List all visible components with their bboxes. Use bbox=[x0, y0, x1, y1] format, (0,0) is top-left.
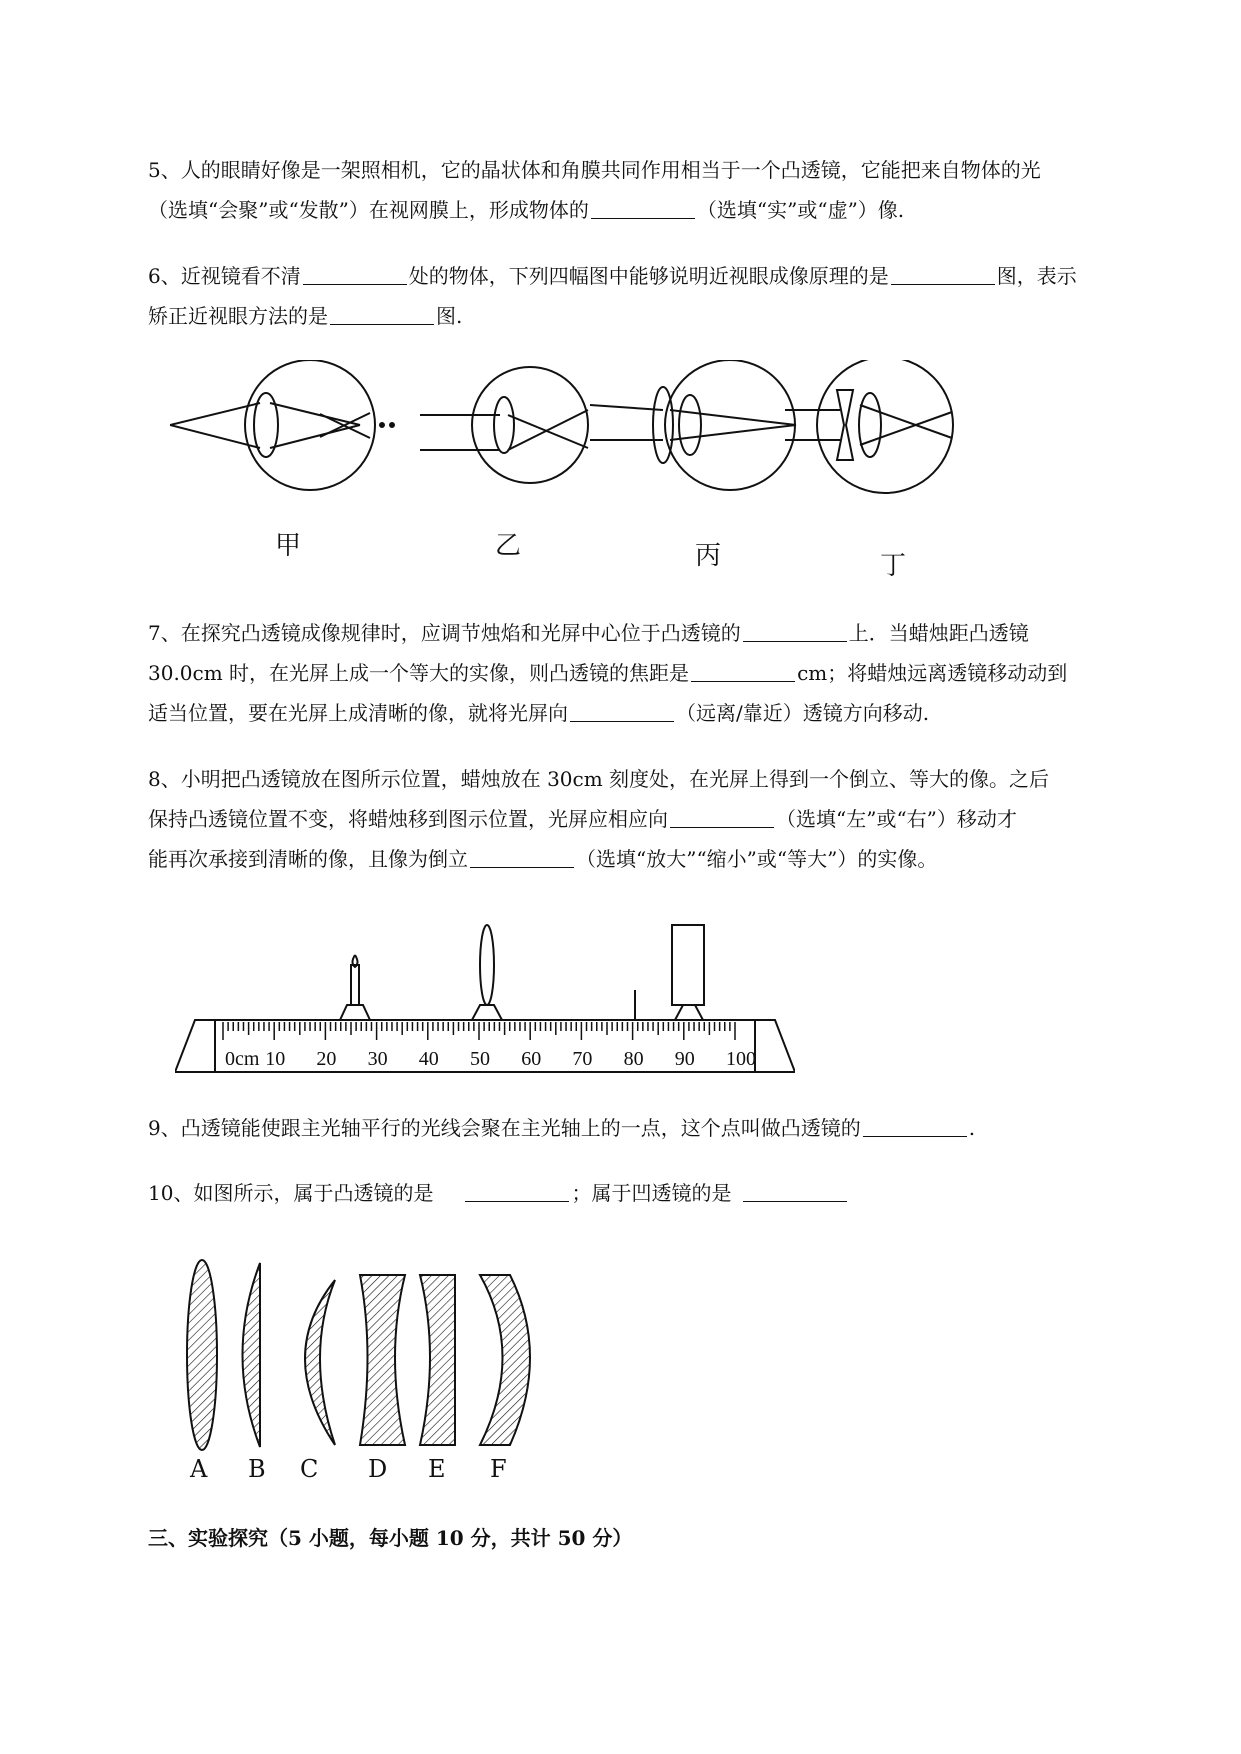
q9-line: 9、凸透镜能使跟主光轴平行的光线会聚在主光轴上的一点，这个点叫做凸透镜的 . bbox=[148, 1116, 976, 1140]
bench-scale-label: 50 bbox=[470, 1048, 490, 1070]
q5-line-2: （选填“会聚”或“发散”）在视网膜上，形成物体的 （选填“实”或“虚”）像. bbox=[148, 198, 905, 222]
label-ding: 丁 bbox=[880, 551, 907, 581]
eye-diagrams bbox=[170, 360, 1070, 590]
lens-label-f: F bbox=[490, 1455, 507, 1483]
bench-scale-label: 90 bbox=[674, 1048, 695, 1070]
bench-scale-label: 20 bbox=[316, 1048, 337, 1070]
q6-blank-1[interactable] bbox=[303, 264, 407, 285]
q8-blank-2[interactable] bbox=[470, 847, 574, 868]
section-3-heading: 三、实验探究（5 小题，每小题 10 分，共计 50 分） bbox=[148, 1526, 633, 1550]
bench-scale-label: 80 bbox=[623, 1048, 644, 1070]
eye-diagram-yi bbox=[420, 367, 588, 483]
q5-blank-1[interactable] bbox=[591, 198, 695, 219]
label-yi: 乙 bbox=[495, 531, 522, 561]
label-jia: 甲 bbox=[275, 531, 302, 561]
q8-line-1: 8、小明把凸透镜放在图所示位置，蜡烛放在 30cm 刻度处，在光屏上得到一个倒立、等大的像。之后 bbox=[148, 767, 1050, 791]
eye-diagram-ding bbox=[785, 360, 953, 493]
bench-scale-label: 100 bbox=[726, 1048, 756, 1070]
lens-shapes bbox=[180, 1255, 560, 1475]
lens-label-c: C bbox=[300, 1455, 319, 1483]
q10-line: 10、如图所示，属于凸透镜的是 ；属于凹透镜的是 bbox=[148, 1180, 849, 1206]
lens-figure bbox=[180, 1255, 560, 1483]
lens-f bbox=[480, 1275, 530, 1445]
bench-scale-label: 10 bbox=[265, 1048, 286, 1070]
q8-blank-1[interactable] bbox=[670, 807, 774, 828]
optical-bench-figure bbox=[175, 910, 795, 1090]
q10-blank-2[interactable] bbox=[743, 1181, 847, 1202]
lens-d bbox=[360, 1275, 405, 1445]
q6-blank-2[interactable] bbox=[891, 264, 995, 285]
bench-scale-label: 30 bbox=[367, 1048, 388, 1070]
q8-line-3: 能再次承接到清晰的像，且像为倒立 （选填“放大”“缩小”或“等大”）的实像。 bbox=[148, 847, 938, 871]
q6-line-2: 矫正近视眼方法的是 图. bbox=[148, 304, 463, 328]
lens-label-b: B bbox=[248, 1455, 266, 1483]
q6-blank-3[interactable] bbox=[330, 304, 434, 325]
eye-diagram-figure bbox=[170, 360, 1070, 590]
q7-line-3: 适当位置，要在光屏上成清晰的像，就将光屏向 （远离/靠近）透镜方向移动. bbox=[148, 701, 930, 725]
optical-bench bbox=[175, 910, 795, 1090]
q7-line-2: 30.0cm 时，在光屏上成一个等大的实像，则凸透镜的焦距是 cm；将蜡烛远离透镜移动动到 bbox=[148, 661, 1068, 685]
lens-label-d: D bbox=[368, 1455, 388, 1483]
q10-blank-1[interactable] bbox=[465, 1181, 569, 1202]
eye-diagram-jia bbox=[170, 360, 394, 490]
bench-scale-label: 40 bbox=[418, 1048, 439, 1070]
label-bing: 丙 bbox=[695, 541, 722, 571]
q7-line-1: 7、在探究凸透镜成像规律时，应调节烛焰和光屏中心位于凸透镜的 上．当蜡烛距凸透镜 bbox=[148, 621, 1029, 645]
bench-scale-label: 60 bbox=[521, 1048, 542, 1070]
q8-line-2: 保持凸透镜位置不变，将蜡烛移到图示位置，光屏应相应向 （选填“左”或“右”）移动才 bbox=[148, 807, 1017, 831]
lens-label-e: E bbox=[428, 1455, 446, 1483]
lens-b bbox=[243, 1263, 261, 1447]
eye-diagram-bing bbox=[590, 360, 796, 490]
lens-label-a: A bbox=[190, 1455, 208, 1483]
q9-blank[interactable] bbox=[863, 1116, 967, 1137]
q7-blank-2[interactable] bbox=[691, 661, 795, 682]
q7-blank-3[interactable] bbox=[570, 701, 674, 722]
q7-blank-1[interactable] bbox=[743, 621, 847, 642]
lens-e bbox=[420, 1275, 455, 1445]
q6-line-1: 6、近视镜看不清 处的物体，下列四幅图中能够说明近视眼成像原理的是 图，表示 bbox=[148, 264, 1077, 288]
bench-scale-label: 0cm bbox=[225, 1048, 260, 1070]
bench-scale-label: 70 bbox=[572, 1048, 593, 1070]
lens-a bbox=[187, 1260, 217, 1450]
lens-c bbox=[305, 1280, 335, 1445]
q5-line-1: 5、人的眼睛好像是一架照相机，它的晶状体和角膜共同作用相当于一个凸透镜，它能把来自物体的光 bbox=[148, 158, 1041, 182]
